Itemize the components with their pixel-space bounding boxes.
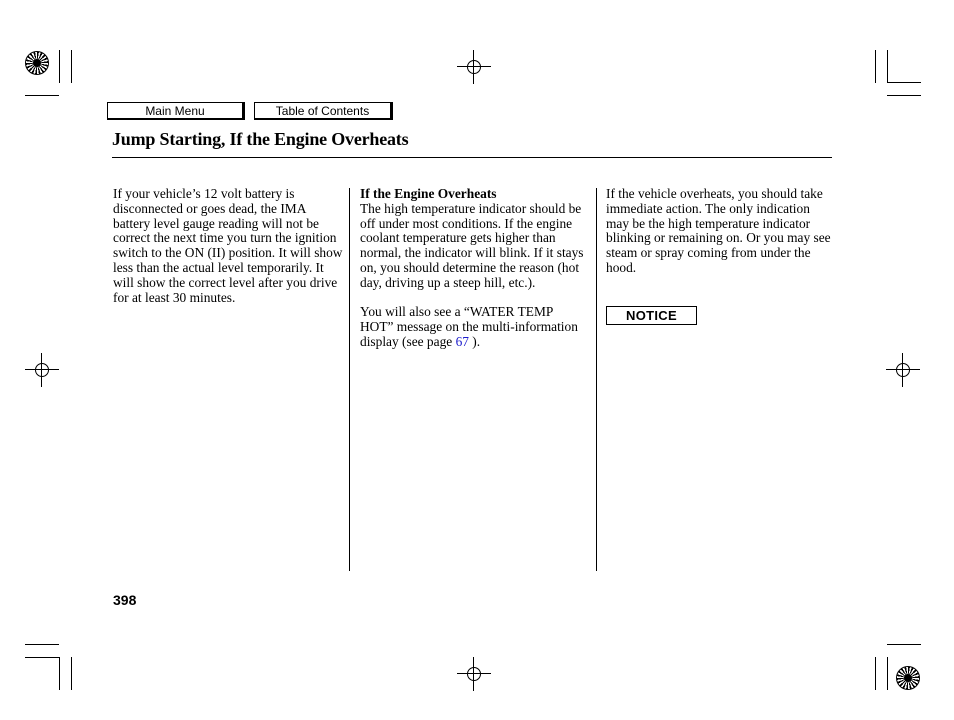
crop-mark xyxy=(887,644,921,645)
crop-mark xyxy=(25,644,59,645)
registration-crosshair-icon xyxy=(457,50,491,84)
column-divider xyxy=(596,188,597,571)
message-text-end: ). xyxy=(468,333,481,349)
crop-mark xyxy=(875,657,876,690)
title-rule xyxy=(112,157,832,158)
registration-starburst-icon xyxy=(896,666,920,690)
crop-mark xyxy=(25,657,59,658)
page-title: Jump Starting, If the Engine Overheats xyxy=(112,129,409,149)
crop-mark xyxy=(71,50,72,83)
battery-paragraph: If your vehicle’s 12 volt battery is disconnected or goes dead, the IMA battery level gauge reading will not be correct the next time you turn the ignition switch to the ON (II) position. It will show less than the actual level temporarily. It will show the correct level after you drive for at least 30 minutes. xyxy=(113,186,343,305)
crop-mark xyxy=(875,50,876,83)
section-heading: If the Engine Overheats xyxy=(360,186,497,201)
crop-mark xyxy=(887,82,921,83)
page-67-link[interactable]: 67 xyxy=(455,333,469,349)
registration-crosshair-icon xyxy=(886,353,920,387)
overheat-paragraph: If the vehicle overheats, you should take immediate action. The only indication may be the high temperature indicator blinking or remaining on. Or you may see steam or spray coming from under the hood. xyxy=(606,186,831,275)
column-3 xyxy=(606,187,834,276)
page-number: 398 xyxy=(113,592,137,608)
crop-mark xyxy=(25,95,59,96)
column-divider xyxy=(349,188,350,571)
registration-crosshair-icon xyxy=(457,657,491,691)
indicator-paragraph: The high temperature indicator should be off under most conditions. If the engine coolant temperature gets higher than normal, the indicator will blink. If it stays on, you should determine the reason (hot day, driving up a steep hill, etc.). xyxy=(360,200,584,290)
registration-starburst-icon xyxy=(25,51,49,75)
main-menu-button[interactable]: Main Menu xyxy=(107,102,245,120)
crop-mark xyxy=(887,50,888,83)
crop-mark xyxy=(59,657,60,690)
crop-mark xyxy=(59,50,60,83)
registration-crosshair-icon xyxy=(25,353,59,387)
message-text: You will also see a “WATER TEMP HOT” message on the multi-information display (see page xyxy=(360,304,578,349)
crop-mark xyxy=(71,657,72,690)
notice-badge: NOTICE xyxy=(606,306,697,325)
column-1 xyxy=(113,187,343,305)
crop-mark xyxy=(887,95,921,96)
crop-mark xyxy=(887,657,888,690)
column-2 xyxy=(360,187,588,350)
message-paragraph xyxy=(360,305,588,349)
table-of-contents-button[interactable]: Table of Contents xyxy=(254,102,393,120)
